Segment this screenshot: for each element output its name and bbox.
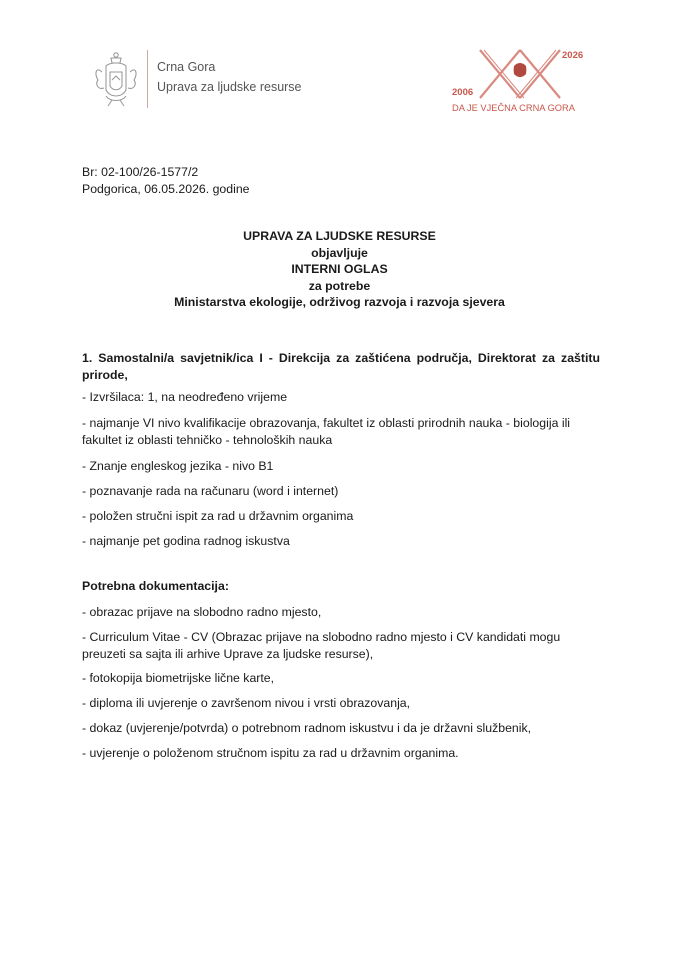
anniversary-logo	[450, 42, 590, 118]
header-divider	[147, 50, 148, 108]
requirement-item: - najmanje VI nivo kvalifikacije obrazovanja, fakultet iz oblasti prirodnih nauka - biologija ili fakultet iz oblasti tehničko - tehnoloških nauka	[82, 416, 571, 447]
eagle-emblem-icon	[513, 63, 527, 77]
title-line-3: INTERNI OGLAS	[291, 262, 388, 276]
announcement-title	[0, 228, 679, 311]
requirement-item: - Znanje engleskog jezika - nivo B1	[82, 459, 274, 473]
place-date: Podgorica, 06.05.2026. godine	[82, 181, 250, 196]
reference-block	[82, 164, 250, 197]
anniversary-year-start: 2006	[452, 87, 474, 98]
title-line-1: UPRAVA ZA LJUDSKE RESURSE	[243, 229, 436, 243]
documentation-item: - fotokopija biometrijske lične karte,	[82, 671, 275, 685]
document-header	[0, 40, 679, 120]
documentation-item: - uvjerenje o položenom stručnom ispitu za rad u državnim organima.	[82, 746, 459, 760]
reference-number: Br: 02-100/26-1577/2	[82, 165, 199, 179]
documentation-item: - Curriculum Vitae - CV (Obrazac prijave na slobodno radno mjesto i CV kandidati mogu preuzeti sa sajta ili arhive Uprave za ljudske resurse),	[82, 630, 561, 661]
title-line-2: objavljuje	[311, 245, 368, 260]
requirement-item: - najmanje pet godina radnog iskustva	[82, 534, 290, 548]
position-title: 1. Samostalni/a savjetnik/ica I - Direkcija za zaštićena područja, Direktorat za zaštitu prirode,	[82, 351, 600, 382]
title-line-4: za potrebe	[308, 278, 371, 293]
requirement-item: - položen stručni ispit za rad u državnim organima	[82, 509, 354, 523]
org-name: Uprava za ljudske resurse	[157, 80, 302, 94]
requirement-item: - poznavanje rada na računaru (word i internet)	[82, 484, 339, 498]
montenegro-coat-of-arms-icon	[92, 50, 140, 108]
documentation-heading: Potrebna dokumentacija:	[82, 579, 229, 593]
anniversary-slogan: DA JE VJEČNA CRNA GORA	[452, 103, 575, 113]
documentation-item: - obrazac prijave na slobodno radno mjesto,	[82, 605, 322, 619]
requirement-item: - Izvršilaca: 1, na neodređeno vrijeme	[82, 390, 288, 404]
documentation-item: - diploma ili uvjerenje o završenom nivou i vrsti obrazovanja,	[82, 696, 411, 710]
documentation-item: - dokaz (uvjerenje/potvrda) o potrebnom radnom iskustvu i da je državni službenik,	[82, 721, 532, 735]
org-country: Crna Gora	[157, 60, 216, 74]
anniversary-year-end: 2026	[562, 50, 584, 61]
title-line-5: Ministarstva ekologije, održivog razvoja i razvoja sjevera	[174, 295, 505, 309]
